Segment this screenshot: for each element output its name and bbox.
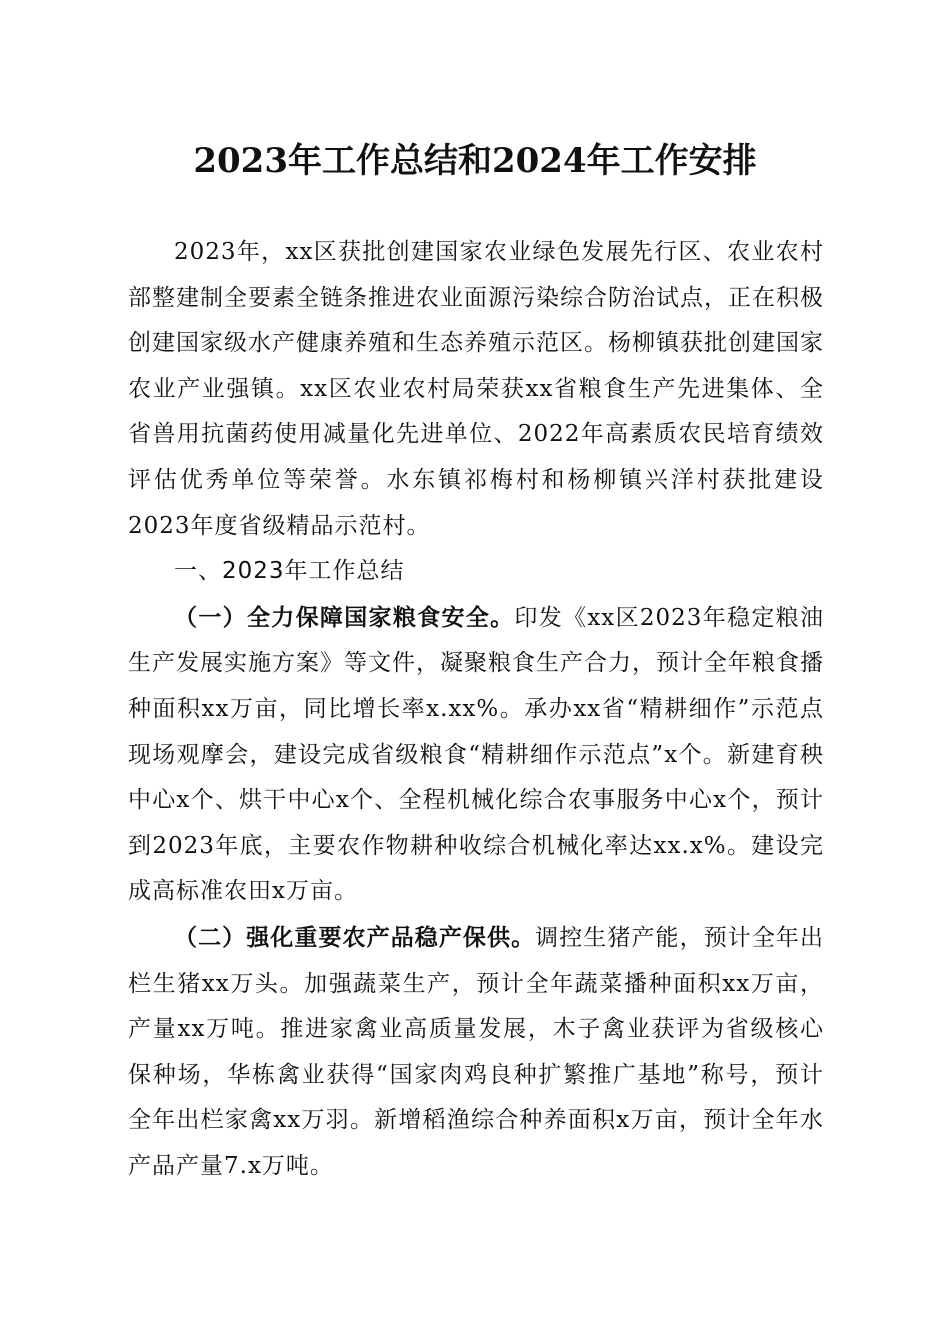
item-paragraph-supply xyxy=(128,915,824,1190)
document-title: 2023年工作总结和2024年工作安排 xyxy=(193,141,757,181)
item-paragraph-grain-security xyxy=(128,595,824,915)
item-text-grain-security: 印发《xx区2023年稳定粮油生产发展实施方案》等文件，凝聚粮食生产合力，预计全年粮食播种面积xx万亩，同比增长率x.xx%。承办xx省“精耕细作”示范点现场观摩会，建设完成省级粮食“精耕细作示范点”x个。新建育秧中心x个、烘干中心x个、全程机械化综合农事服务中心x个，预计到2023年底，主要农作物耕种收综合机械化率达xx.x%。建设完成高标准农田x万亩。 xyxy=(128,604,824,905)
intro-paragraph: 2023年，xx区获批创建国家农业绿色发展先行区、农业农村部整建制全要素全链条推进农业面源污染综合防治试点，正在积极创建国家级水产健康养殖和生态养殖示范区。杨柳镇获批创建国家农业产业强镇。xx区农业农村局荣获xx省粮食生产先进集体、全省兽用抗菌药使用减量化先进单位、2022年高素质农民培育绩效评估优秀单位等荣誉。水东镇祁梅村和杨柳镇兴洋村获批建设2023年度省级精品示范村。 xyxy=(128,239,824,539)
document-body xyxy=(128,230,824,1189)
item-lead-grain-security: （一）全力保障国家粮食安全。 xyxy=(174,603,515,631)
item-text-supply: 调控生猪产能，预计全年出栏生猪xx万头。加强蔬菜生产，预计全年蔬菜播种面积xx万亩，产量xx万吨。推进家禽业高质量发展，木子禽业获评为省级核心保种场，华栋禽业获得“国家肉鸡良种扩繁推广基地”称号，预计全年出栏家禽xx万羽。新增稻渔综合种养面积x万亩，预计全年水产品产量7.x万吨。 xyxy=(128,924,825,1179)
item-lead-supply: （二）强化重要农产品稳产保供。 xyxy=(174,923,536,951)
section-heading-summary: 一、2023年工作总结 xyxy=(174,558,405,585)
